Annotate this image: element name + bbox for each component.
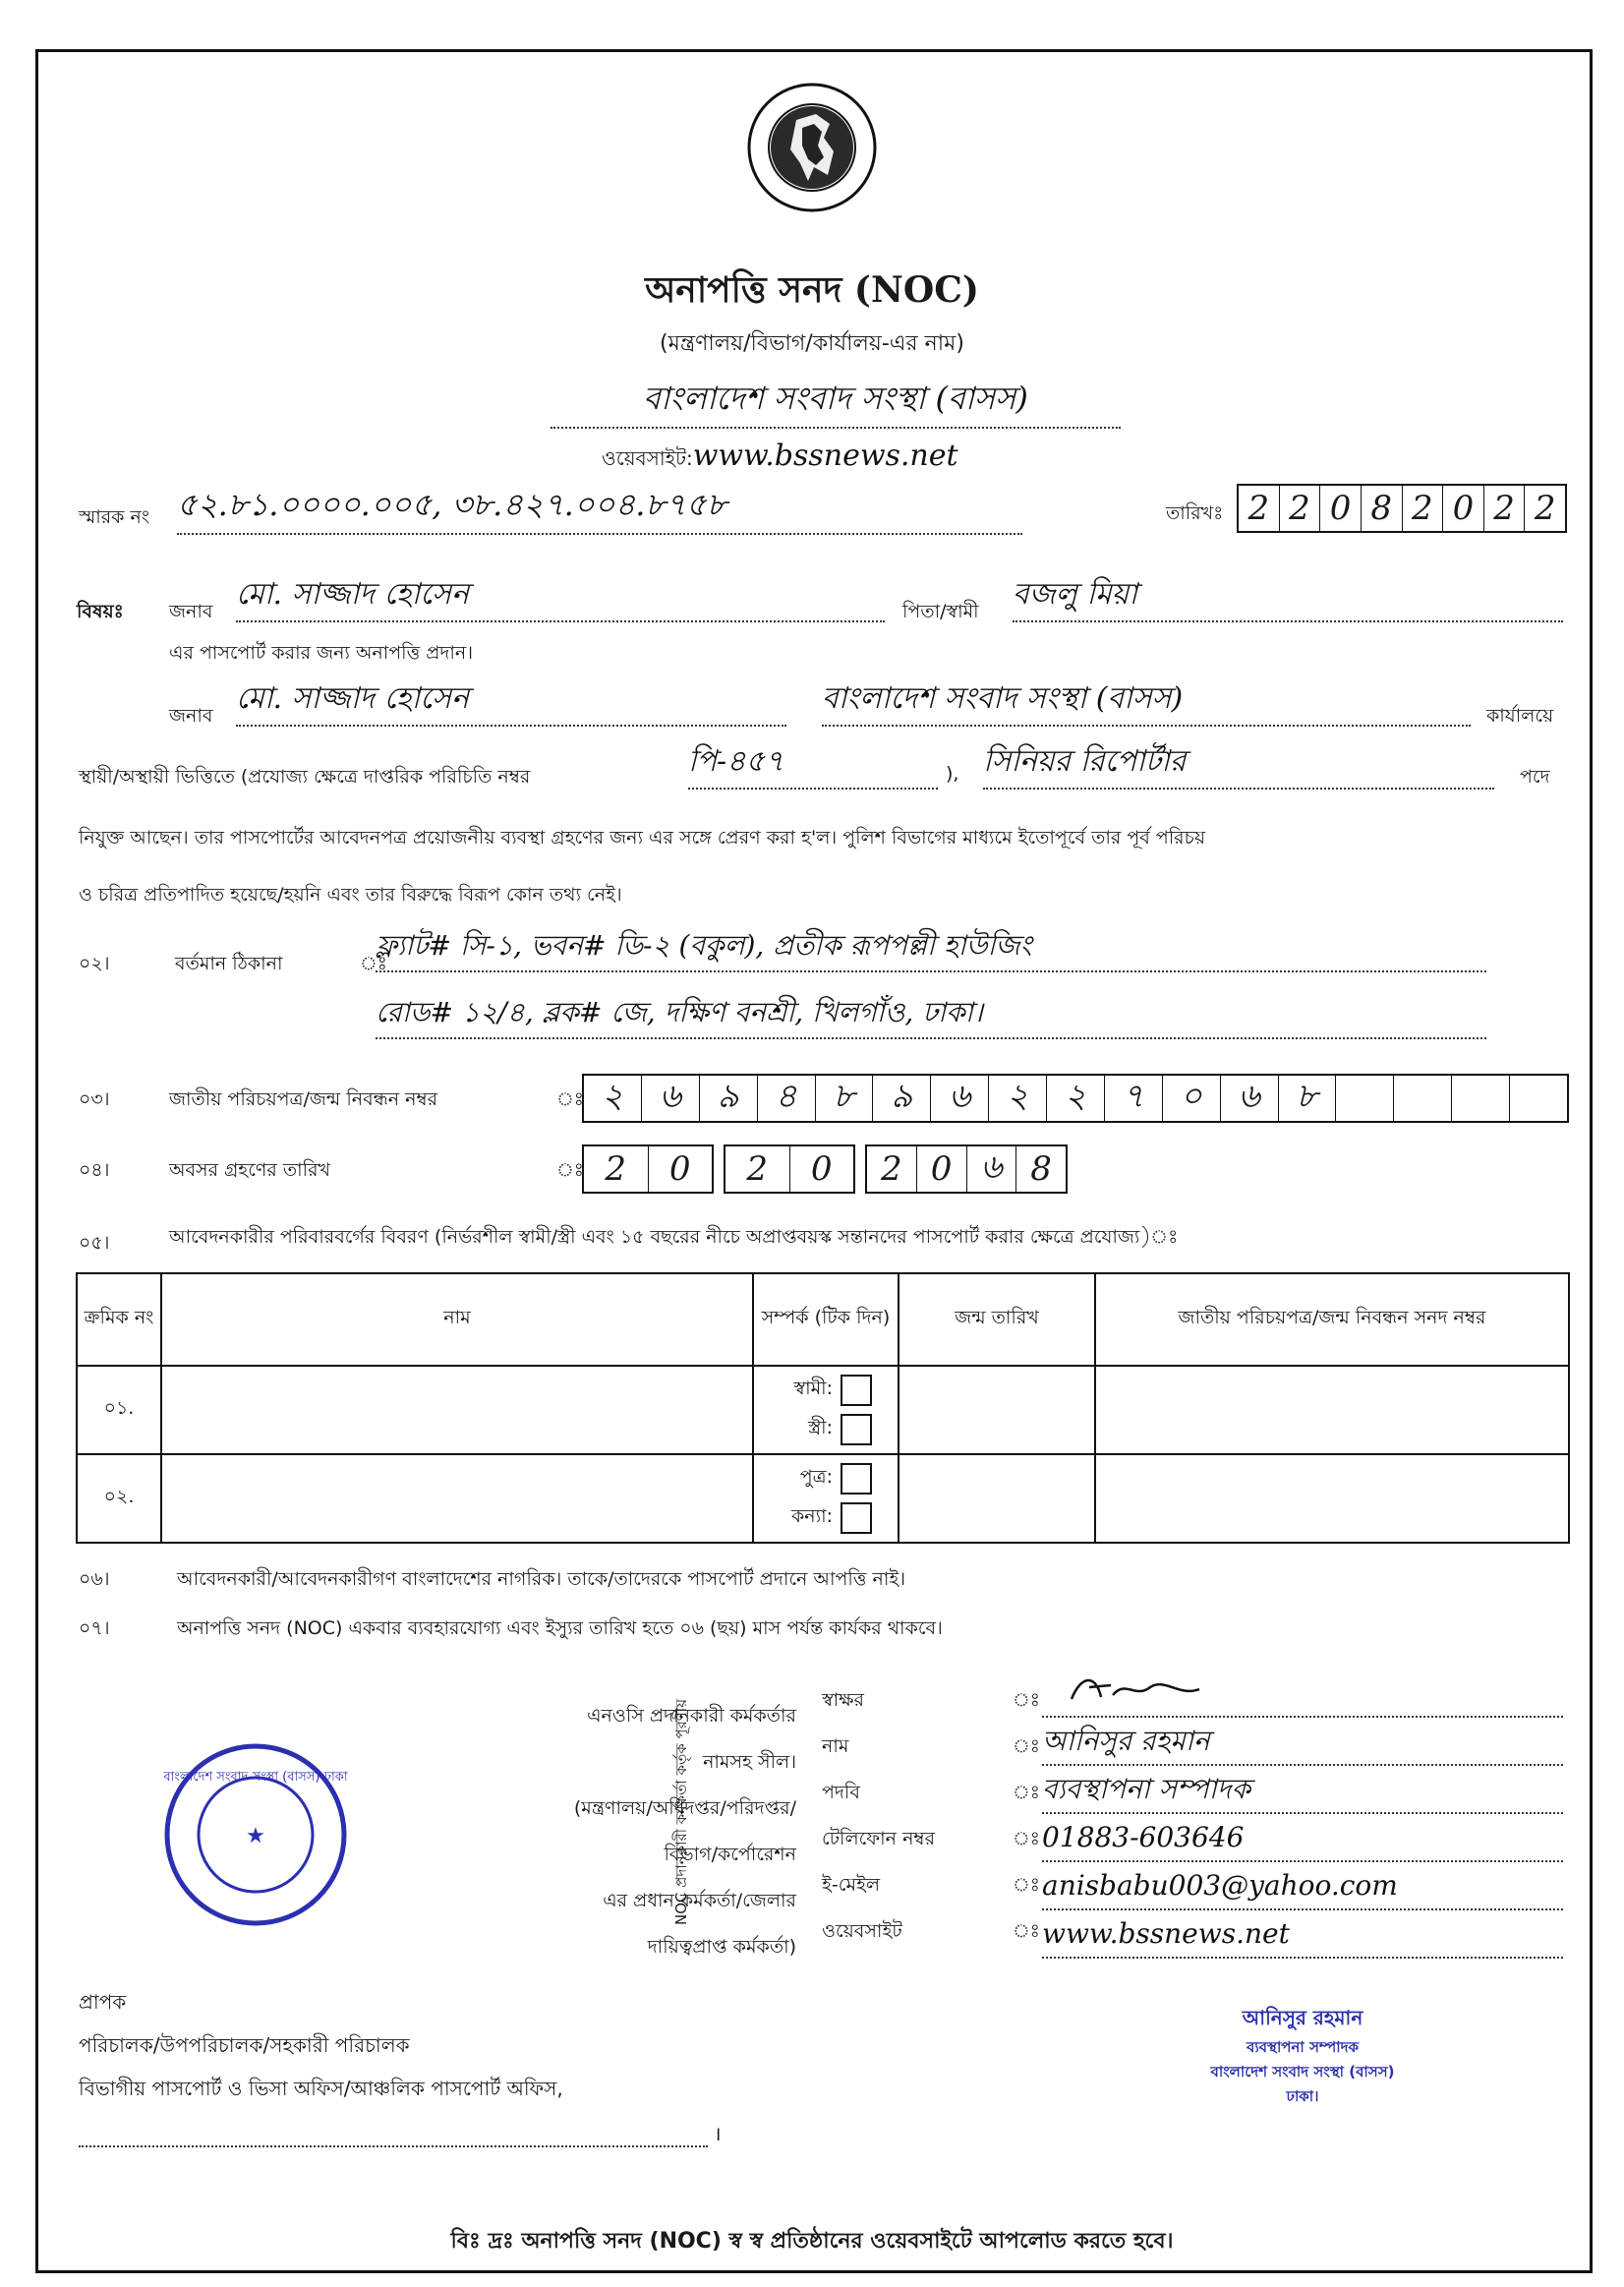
signer-website: www.bssnews.net (1042, 1910, 1563, 1959)
status-line-prefix: স্থায়ী/অস্থায়ী ভিত্তিতে (প্রযোজ্য ক্ষেত্রে দাপ্তরিক পরিচিতি নম্বর (79, 766, 531, 788)
col-dob: জন্ম তারিখ (899, 1273, 1095, 1366)
table-row: ০২. পুত্র: কন্যা: (77, 1454, 1569, 1543)
col-name: নাম (161, 1273, 753, 1366)
government-emblem (745, 81, 879, 214)
col-serial: ক্রমিক নং (77, 1273, 161, 1366)
item-02-number: ০২। (79, 953, 110, 974)
janab-label-2: জনাব (169, 705, 213, 727)
pode-label: পদে (1520, 766, 1550, 788)
svg-text:বাংলাদেশ সংবাদ সংস্থা (বাসস) ঢ: বাংলাদেশ সংবাদ সংস্থা (বাসস) ঢাকা (163, 1770, 348, 1785)
item-02-label: বর্তমান ঠিকানা (175, 953, 283, 974)
memo-label: স্মারক নং (79, 506, 150, 528)
col-relation: সম্পর্ক (টিক দিন) (753, 1273, 899, 1366)
item-06-text: আবেদনকারী/আবেদনকারীগণ বাংলাদেশের নাগরিক। তাকে/তাদেরকে পাসপোর্ট প্রদানে আপত্তি নাই। (177, 1568, 906, 1590)
father-name: বজলু মিয়া (1013, 570, 1563, 622)
website-value: www.bssnews.net (692, 439, 958, 473)
item-07-number: ০৭। (79, 1617, 110, 1639)
document-subtitle: (মন্ত্রণালয়/বিভাগ/কার্যালয়-এর নাম) (660, 331, 964, 356)
organization-name: বাংলাদেশ সংবাদ সংস্থা (বাসস) (551, 374, 1121, 429)
footer-note: বিঃ দ্রঃ অনাপত্তি সনদ (NOC) স্ব স্ব প্রতিষ্ঠানের ওয়েবসাইটে আপলোড করতে হবে। (450, 2229, 1174, 2254)
husband-checkbox[interactable] (841, 1375, 872, 1406)
paragraph-line-3: নিযুক্ত আছেন। তার পাসপোর্টের আবেদনপত্র প্রয়োজনীয় ব্যবস্থা গ্রহণের জন্য এর সঙ্গে প্রেরণ করা হ'ল। পুলিশ বিভাগের মাধ্যমে ইতোপূর্বে তার পূর্ব পরিচয় (79, 827, 1206, 849)
paragraph-line-4: ও চরিত্র প্রতিপাদিত হয়েছে/হয়নি এবং তার বিরুদ্ধে বিরূপ কোন তথ্য নেই। (79, 884, 622, 906)
item-06-number: ০৬। (79, 1568, 110, 1590)
signer-email: anisbabu003@yahoo.com (1042, 1862, 1563, 1910)
item-05-text: আবেদনকারীর পরিবারবর্গের বিবরণ (নির্ভরশীল স্বামী/স্ত্রী এবং ১৫ বছরের নীচে অপ্রাপ্তবয়স্ক সন্তানদের পাসপোর্ট করার ক্ষেত্রে প্রযোজ্য)ঃ (169, 1226, 1179, 1248)
subject-label: বিষয়ঃ (77, 601, 124, 622)
item-07-text: অনাপত্তি সনদ (NOC) একবার ব্যবহারযোগ্য এবং ইস্যুর তারিখ হতে ০৬ (ছয়) মাস পর্যন্ত কার্যকর থাকবে। (177, 1617, 943, 1639)
item-04-label: অবসর গ্রহণের তারিখ (169, 1159, 331, 1181)
son-checkbox[interactable] (841, 1463, 872, 1495)
signature (1042, 1670, 1563, 1718)
official-id: পি-৪৫৭ (688, 737, 938, 790)
recipient-block: প্রাপক পরিচালক/উপপরিচালক/সহকারী পরিচালক বিভাগীয় পাসপোর্ট ও ভিসা অফিস/আঞ্চলিক পাসপোর্ট অফিস, (79, 1990, 563, 2100)
father-label: পিতা/স্বামী (902, 601, 979, 622)
signature-labels: স্বাক্ষর নাম পদবি টেলিফোন নম্বর ই-মেইল ওয়েবসাইট (822, 1689, 936, 1942)
item-05-number: ০৫। (79, 1232, 110, 1254)
date-boxes: 2 2 0 8 2 0 2 2 (1237, 484, 1567, 533)
col-nid: জাতীয় পরিচয়পত্র/জন্ম নিবন্ধন সনদ নম্বর (1095, 1273, 1569, 1366)
item-03-label: জাতীয় পরিচয়পত্র/জন্ম নিবন্ধন নম্বর (169, 1088, 438, 1110)
name-stamp: আনিসুর রহমান ব্যবস্থাপনা সম্পাদক বাংলাদেশ সংবাদ সংস্থা (বাসস) ঢাকা। (1210, 2006, 1395, 2105)
janab-label: জনাব (169, 601, 213, 622)
subject-line-2: এর পাসপোর্ট করার জন্য অনাপত্তি প্রদান। (169, 642, 474, 664)
signer-name: আনিসুর রহমান (1042, 1718, 1563, 1766)
vertical-note: NOC প্রদানকারী কর্মকর্তা কর্তৃক পূরণীয় (672, 1698, 690, 1925)
website-label: ওয়েবসাইট: (602, 446, 693, 470)
website-row (602, 439, 958, 477)
address-line-2: রোড# ১২/৪, ব্লক# জে, দক্ষিণ বনশ্রী, খিলগাঁও, ঢাকা। (376, 991, 1486, 1039)
signer-designation: ব্যবস্থাপনা সম্পাদক (1042, 1766, 1563, 1814)
address-line-1: ফ্ল্যাট# সি-১, ভবন# ডি-২ (বকুল), প্রতীক রূপপল্লী হাউজিং (376, 924, 1486, 972)
applicant-name-2: মো. সাজ্জাদ হোসেন (236, 674, 786, 727)
signer-phone: 01883-603646 (1042, 1814, 1563, 1862)
issuer-description: এনওসি প্রদানকারী কর্মকর্তার নামসহ সীল। (মন্ত্রণালয়/অধিদপ্তর/পরিদপ্তর/ বিভাগ/কর্পোরেশন এর প্রধান কর্মকর্তা/জেলার দায়িত্বপ্রাপ্ত কর্মকর্তা) (573, 1705, 796, 1958)
daughter-checkbox[interactable] (841, 1502, 872, 1534)
office-name: বাংলাদেশ সংবাদ সংস্থা (বাসস) (822, 674, 1471, 727)
office-suffix: কার্যালয়ে (1486, 705, 1554, 727)
applicant-name: মো. সাজ্জাদ হোসেন (236, 570, 885, 622)
item-04-number: ০৪। (79, 1159, 110, 1181)
memo-number: ৫২.৮১.০০০০.০০৫, ৩৮.৪২৭.০০৪.৮৭৫৮ (177, 480, 1022, 535)
document-title: অনাপত্তি সনদ (NOC) (645, 269, 979, 311)
recipient-blank-line (79, 2124, 708, 2147)
wife-checkbox[interactable] (841, 1414, 872, 1445)
recipient-end: । (714, 2122, 722, 2145)
family-table (76, 1272, 1570, 1544)
svg-text:★: ★ (246, 1824, 265, 1848)
designation: সিনিয়র রিপোর্টার (983, 737, 1494, 790)
table-row: ০১. স্বামী: স্ত্রী: (77, 1366, 1569, 1454)
nid-number-boxes: ২ ৬ ৯ ৪ ৮ ৯ ৬ ২ ২ ৭ ০ ৬ ৮ (582, 1074, 1569, 1123)
office-seal (157, 1736, 354, 1933)
retirement-date-boxes: 2 0 (582, 1144, 714, 1194)
date-label: তারিখঃ (1166, 502, 1224, 524)
signature-values (1042, 1670, 1563, 1959)
item-03-number: ০৩। (79, 1088, 110, 1110)
